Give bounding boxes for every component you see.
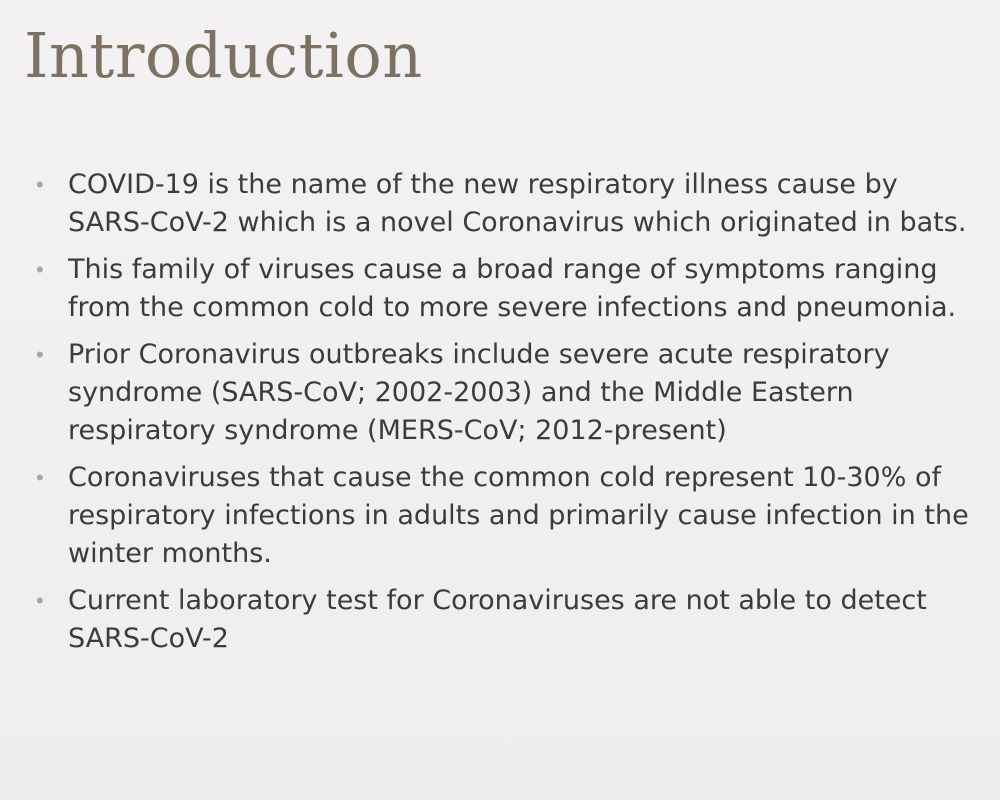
bullet-text: COVID-19 is the name of the new respiratory illness cause by SARS-CoV-2 which is a novel Coronavirus which originated in bats. [68, 169, 967, 238]
bullet-text: Prior Coronavirus outbreaks include severe acute respiratory syndrome (SARS-CoV; 2002-2003) and the Middle Eastern respiratory syndrome (MERS-CoV; 2012-present) [68, 339, 890, 446]
bullet-dot-icon: • [36, 342, 44, 367]
bullet-item [36, 459, 976, 573]
bullet-text: This family of viruses cause a broad range of symptoms ranging from the common cold to more severe infections and pneumonia. [68, 254, 957, 323]
bullet-dot-icon: • [36, 588, 44, 613]
bullet-text: Current laboratory test for Coronaviruses are not able to detect SARS-CoV-2 [68, 585, 927, 654]
bullet-item [36, 166, 976, 242]
bullet-item [36, 336, 976, 450]
bullet-dot-icon: • [36, 172, 44, 197]
slide-title: Introduction [24, 19, 423, 92]
bullet-dot-icon: • [36, 465, 44, 490]
bullet-list [36, 166, 976, 667]
bullet-item [36, 582, 976, 658]
bullet-dot-icon: • [36, 257, 44, 282]
bullet-item [36, 251, 976, 327]
bullet-text: Coronaviruses that cause the common cold represent 10-30% of respiratory infections in adults and primarily cause infection in the winter months. [68, 462, 969, 569]
